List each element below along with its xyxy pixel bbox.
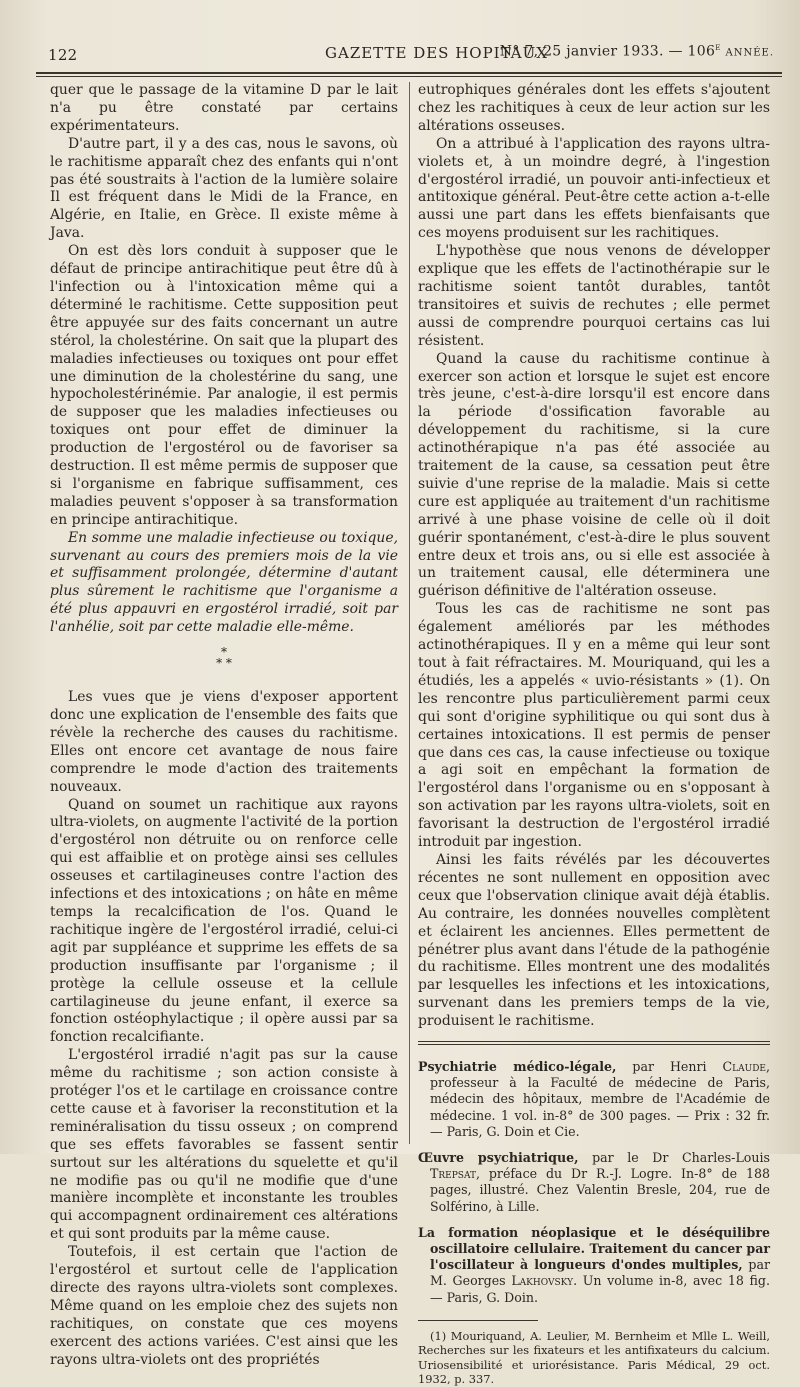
left-column [50, 82, 398, 1370]
section-separator-stars: * * * [216, 645, 232, 671]
page-header [40, 38, 774, 68]
paragraph: L'hypothèse que nous venons de développer explique que les effets de l'actinothérapie sur le rachitisme soient tantôt durables, tantôt transitoires et suivis de rechutes ; elle permet aussi de comprendre pourquoi certains cas lui résistent. [418, 243, 770, 349]
paragraph: L'ergostérol irradié n'agit pas sur la cause même du rachitisme ; son action consiste à protéger l'os et le cartilage en croissance contre cette cause et à favoriser la reconstitution et la reminéralisation du tissu osseux ; on comprend que ses effets favorables se fassent sentir surtout sur les altérations du squelette et qu'il ne modifie pas ou qu'il ne modifie que d'une manière incomplète et inconstante les troubles qui accompagnent ordinairement ces altérations et qui sont produits par la même cause. [50, 1047, 398, 1243]
paragraph: quer que le passage de la vitamine D par le lait n'a pu être constaté par certains expérimentateurs. [50, 82, 398, 134]
section-rule [418, 1041, 770, 1042]
footnote: (1) Mouriquand, A. Leulier, M. Bernheim et Mlle L. Weill, Recherches sur les fixateurs et les antifixateurs du calcium. Uriosensibilité et uriorésistance. Paris Médical, 29 oct. 1932, p. 337. [418, 1328, 770, 1387]
footnote-rule [418, 1320, 538, 1321]
header-rule-thin [36, 76, 782, 77]
book-notice: Œuvre psychiatrique, par le Dr Charles-Louis Trepsat, préface du Dr R.-J. Logre. In-8° de 188 pages, illustré. Chez Valentin Bresle, 204, rue de Solférino, à Lille. [418, 1150, 770, 1214]
column-divider [409, 82, 410, 1144]
page-number: 122 [48, 46, 78, 64]
paragraph: Quand on soumet un rachitique aux rayons ultra-violets, on augmente l'activité de la portion d'ergostérol non détruite ou on renforce celle qui est affaiblie et on protège ainsi ses cellules osseuses et cartilagineuses contre l'action des infections et des intoxications ; on hâte en même temps la recalcification de l'os. Quand le rachitique ingère de l'ergostérol irradié, celui-ci agit par suppléance et supprime les effets de sa production insuffisante par l'organisme ; il protège la cellule osseuse et la cellule cartilagineuse du jeune enfant, il exerce sa fonction ostéophylactique ; il opère aussi par sa fonction recalcifiante. [50, 796, 398, 1046]
paragraph: Quand la cause du rachitisme continue à exercer son action et lorsque le sujet est encore très jeune, c'est-à-dire lorsqu'il est encore dans la période d'ossification favorable au développement du rachitisme, si la cure actinothérapique n'a pas été associée au traitement de la cause, sa cessation peut être suivie d'une reprise de la maladie. Mais si cette cure est appliquée au traitement d'un rachitisme arrivé à une phase voisine de celle où il doit guérir spontanément, c'est-à-dire le plus souvent entre deux et trois ans, ou si elle est associée à un traitement causal, elle déterminera une guérison définitive de l'altération osseuse. [418, 350, 770, 600]
book-notice: Psychiatrie médico-légale, par Henri Claude, professeur à la Faculté de médecine de Paris, médecin des hôpitaux, membre de l'Académie de médecine. 1 vol. in-8° de 300 pages. — Prix : 32 fr. — Paris, G. Doin et Cie. [418, 1059, 770, 1139]
journal-title: GAZETTE DES HOPITAUX [325, 44, 548, 62]
paragraph-italic: En somme une maladie infectieuse ou toxique, survenant au cours des premiers mois de la vie et suffisamment prolongée, détermine d'autant plus sûrement le rachitisme que l'organisme a été plus appauvri en ergostérol irradié, soit par l'anhélie, soit par cette maladie elle-même. [50, 529, 398, 636]
paragraph: D'autre part, il y a des cas, nous le savons, où le rachitisme apparaît chez des enfants qui n'ont pas été soustraits à l'action de la lumière solaire Il est fréquent dans le Midi de la France, en Algérie, en Italie, en Grèce. Il existe même à Java. [50, 135, 398, 242]
section-rule-thin [418, 1044, 770, 1045]
paragraph: Tous les cas de rachitisme ne sont pas également améliorés par les méthodes actinothérapiques. Il y en a même qui leur sont tout à fait réfractaires. M. Mouriquand, qui les a étudiés, les a appelés « uvio-résistants » (1). On les rencontre plus particulièrement parmi ceux qui sont d'origine syphilitique ou qui sont dus à certaines intoxications. Il est permis de penser que dans ces cas, la cause infectieuse ou toxique a agi soit en empêchant la formation de l'ergostérol dans l'organisme ou en s'opposant à son activation par les rayons ultra-violets, soit en favorisant la destruction de l'ergostérol irradié introduit par ingestion. [418, 601, 770, 851]
right-column [418, 82, 770, 1387]
book-notices [418, 1059, 770, 1306]
issue-info: N° 7, 25 janvier 1933. — 106e ANNÉE. [499, 42, 774, 60]
paragraph: Ainsi les faits révélés par les découvertes récentes ne sont nullement en opposition avec ceux que l'observation clinique avait déjà établis. Au contraire, les données nouvelles complètent et éclairent les anciennes. Elles permettent de pénétrer plus avant dans l'étude de la pathogénie du rachitisme. Elles montrent une des modalités par lesquelles les infections et les intoxications, survenant dans les premiers temps de la vie, produisent le rachitisme. [418, 851, 770, 1030]
header-rule [36, 72, 782, 74]
paragraph: On est dès lors conduit à supposer que le défaut de principe antirachitique peut être dû à l'infection ou à l'intoxication même qui a déterminé le rachitisme. Cette supposition peut être appuyée sur des faits concernant un autre stérol, la cholestérine. On sait que la plupart des maladies infectieuses ou toxiques ont pour effet une diminution de la cholestérine du sang, une hypocholestérinémie. Par analogie, il est permis de supposer que les maladies infectieuses ou toxiques ont pour effet de diminuer la production de l'ergostérol ou de favoriser sa destruction. Il est même permis de supposer que si l'organisme en fabrique suffisamment, ces maladies peuvent s'opposer à sa transformation en principe antirachitique. [50, 243, 398, 528]
paragraph: eutrophiques générales dont les effets s'ajoutent chez les rachitiques à ceux de leur action sur les altérations osseuses. [418, 82, 770, 134]
paragraph: Toutefois, il est certain que l'action de l'ergostérol et surtout celle de l'application directe des rayons ultra-violets sont complexes. Même quand on les emploie chez des sujets non rachitiques, on constate que ces moyens exercent des actions variées. C'est ainsi que les rayons ultra-violets ont des propriétés [50, 1244, 398, 1368]
paragraph: On a attribué à l'application des rayons ultra-violets et, à un moindre degré, à l'ingestion d'ergostérol irradié, un pouvoir anti-infectieux et antitoxique général. Peut-être cette action a-t-elle aussi une part dans les effets bienfaisants que ces moyens produisent sur les rachitiques. [418, 135, 770, 242]
book-notice: La formation néoplasique et le déséquilibre oscillatoire cellulaire. Traitement du cancer par l'oscillateur à longueurs d'ondes multiples, par M. Georges Lakhovsky. Un volume in-8, avec 18 fig. — Paris, G. Doin. [418, 1224, 770, 1305]
paragraph: Les vues que je viens d'exposer apportent donc une explication de l'ensemble des faits que révèle la recherche des causes du rachitisme. Elles ont encore cet avantage de nous faire comprendre le mode d'action des traitements nouveaux. [50, 689, 398, 795]
